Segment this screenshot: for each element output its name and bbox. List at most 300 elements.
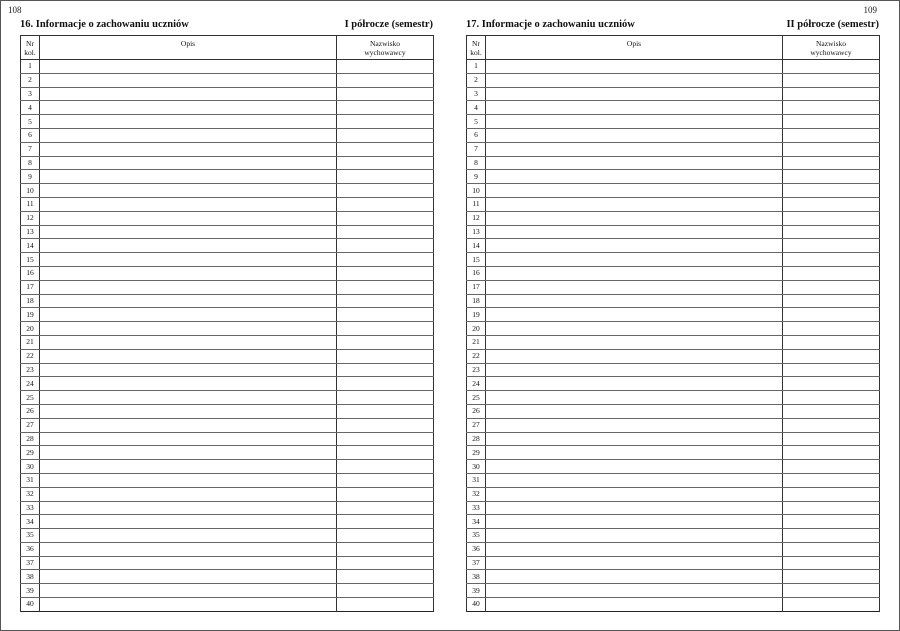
row-number: 25 [21,391,40,405]
row-number: 11 [21,197,40,211]
teacher-name-cell[interactable] [783,349,880,363]
teacher-name-cell[interactable] [337,197,434,211]
teacher-name-cell[interactable] [783,335,880,349]
teacher-name-cell[interactable] [337,584,434,598]
teacher-name-cell[interactable] [783,184,880,198]
teacher-name-cell[interactable] [337,253,434,267]
table-row [21,515,434,529]
table-row [467,211,880,225]
description-cell[interactable] [40,501,337,515]
table-row [21,60,434,74]
table-row [467,501,880,515]
teacher-name-cell[interactable] [337,184,434,198]
table-row [467,253,880,267]
description-cell[interactable] [486,404,783,418]
table-row [21,473,434,487]
table-row [467,225,880,239]
description-cell[interactable] [40,418,337,432]
row-number: 7 [467,142,486,156]
teacher-name-cell[interactable] [783,377,880,391]
description-cell[interactable] [40,460,337,474]
description-cell[interactable] [40,280,337,294]
table-row [21,156,434,170]
description-cell[interactable] [40,253,337,267]
teacher-name-cell[interactable] [783,598,880,612]
table-row [21,280,434,294]
table-row [467,170,880,184]
row-number: 18 [467,294,486,308]
row-number: 30 [467,460,486,474]
header-name-line2: wychowawcy [364,47,406,57]
description-cell[interactable] [486,349,783,363]
table-row [467,598,880,612]
row-number: 1 [467,60,486,74]
table-body [21,60,434,612]
teacher-name-cell[interactable] [783,156,880,170]
row-number: 5 [467,115,486,129]
description-cell[interactable] [486,156,783,170]
description-cell[interactable] [40,598,337,612]
description-cell[interactable] [40,391,337,405]
description-cell[interactable] [486,391,783,405]
teacher-name-cell[interactable] [337,432,434,446]
teacher-name-cell[interactable] [783,253,880,267]
table-row [21,128,434,142]
row-number: 14 [467,239,486,253]
row-number: 7 [21,142,40,156]
teacher-name-cell[interactable] [783,142,880,156]
row-number: 10 [467,184,486,198]
description-cell[interactable] [40,184,337,198]
row-number: 11 [467,197,486,211]
row-number: 13 [467,225,486,239]
description-cell[interactable] [40,349,337,363]
description-cell[interactable] [40,515,337,529]
row-number: 27 [467,418,486,432]
row-number: 15 [467,253,486,267]
row-number: 13 [21,225,40,239]
teacher-name-cell[interactable] [783,363,880,377]
teacher-name-cell[interactable] [783,322,880,336]
teacher-name-cell[interactable] [783,404,880,418]
description-cell[interactable] [40,584,337,598]
teacher-name-cell[interactable] [783,211,880,225]
description-cell[interactable] [486,101,783,115]
page-left [0,0,449,631]
description-cell[interactable] [486,598,783,612]
teacher-name-cell[interactable] [337,101,434,115]
teacher-name-cell[interactable] [337,542,434,556]
behavior-table [466,35,880,612]
table-row [467,197,880,211]
teacher-name-cell[interactable] [783,460,880,474]
description-cell[interactable] [486,501,783,515]
description-cell[interactable] [486,308,783,322]
row-number: 15 [21,253,40,267]
description-cell[interactable] [486,225,783,239]
description-cell[interactable] [486,128,783,142]
row-number: 22 [21,349,40,363]
row-number: 39 [21,584,40,598]
table-row [467,377,880,391]
row-number: 2 [21,73,40,87]
table-row [21,391,434,405]
description-cell[interactable] [40,266,337,280]
teacher-name-cell[interactable] [337,266,434,280]
teacher-name-cell[interactable] [783,294,880,308]
teacher-name-cell[interactable] [337,308,434,322]
table-row [21,335,434,349]
table-body [467,60,880,612]
row-number: 6 [21,128,40,142]
row-number: 21 [467,335,486,349]
teacher-name-cell[interactable] [783,432,880,446]
table-row [21,308,434,322]
row-number: 29 [21,446,40,460]
table-row [467,584,880,598]
row-number: 2 [467,73,486,87]
row-number: 31 [21,473,40,487]
behavior-table [20,35,434,612]
teacher-name-cell[interactable] [337,556,434,570]
header-nr-line2: kol. [470,47,482,57]
row-number: 39 [467,584,486,598]
table-row [21,404,434,418]
row-number: 36 [21,542,40,556]
row-number: 10 [21,184,40,198]
table-row [467,418,880,432]
teacher-name-cell[interactable] [337,349,434,363]
table-row [21,266,434,280]
description-cell[interactable] [486,377,783,391]
table-row [21,556,434,570]
row-number: 36 [467,542,486,556]
teacher-name-cell[interactable] [337,239,434,253]
teacher-name-cell[interactable] [783,446,880,460]
description-cell[interactable] [40,211,337,225]
header-teacher-name [783,36,880,60]
description-cell[interactable] [40,363,337,377]
teacher-name-cell[interactable] [783,418,880,432]
row-number: 37 [467,556,486,570]
row-number: 19 [467,308,486,322]
teacher-name-cell[interactable] [337,335,434,349]
description-cell[interactable] [40,128,337,142]
teacher-name-cell[interactable] [783,87,880,101]
teacher-name-cell[interactable] [783,391,880,405]
table-row [467,266,880,280]
header-teacher-name [337,36,434,60]
description-cell[interactable] [486,473,783,487]
description-cell[interactable] [40,142,337,156]
description-cell[interactable] [486,211,783,225]
header-nr-line2: kol. [24,47,36,57]
table-row [467,239,880,253]
table-row [467,280,880,294]
description-cell[interactable] [40,556,337,570]
row-number: 12 [467,211,486,225]
row-number: 12 [21,211,40,225]
description-cell[interactable] [40,60,337,74]
teacher-name-cell[interactable] [337,142,434,156]
table-row [21,501,434,515]
teacher-name-cell[interactable] [337,115,434,129]
teacher-name-cell[interactable] [783,280,880,294]
description-cell[interactable] [486,446,783,460]
description-cell[interactable] [486,460,783,474]
row-number: 26 [21,404,40,418]
row-number: 40 [21,598,40,612]
teacher-name-cell[interactable] [337,73,434,87]
teacher-name-cell[interactable] [337,391,434,405]
teacher-name-cell[interactable] [783,239,880,253]
table-row [467,542,880,556]
description-cell[interactable] [486,142,783,156]
teacher-name-cell[interactable] [337,598,434,612]
header-nr [467,36,486,60]
table-row [467,128,880,142]
teacher-name-cell[interactable] [337,515,434,529]
description-cell[interactable] [486,322,783,336]
row-number: 32 [21,487,40,501]
teacher-name-cell[interactable] [337,529,434,543]
table-row [21,322,434,336]
description-cell[interactable] [40,473,337,487]
row-number: 37 [21,556,40,570]
description-cell[interactable] [40,432,337,446]
table-row [21,87,434,101]
teacher-name-cell[interactable] [337,60,434,74]
row-number: 26 [467,404,486,418]
teacher-name-cell[interactable] [783,556,880,570]
description-cell[interactable] [40,73,337,87]
table-row [21,170,434,184]
table-row [467,101,880,115]
teacher-name-cell[interactable] [337,280,434,294]
teacher-name-cell[interactable] [783,197,880,211]
table-row [21,432,434,446]
table-row [21,418,434,432]
header-opis: Opis [486,36,783,60]
table-row [467,556,880,570]
teacher-name-cell[interactable] [783,501,880,515]
description-cell[interactable] [486,280,783,294]
description-cell[interactable] [486,294,783,308]
description-cell[interactable] [40,156,337,170]
teacher-name-cell[interactable] [783,266,880,280]
teacher-name-cell[interactable] [783,584,880,598]
row-number: 34 [467,515,486,529]
row-number: 31 [467,473,486,487]
description-cell[interactable] [40,87,337,101]
table-row [21,184,434,198]
teacher-name-cell[interactable] [337,322,434,336]
teacher-name-cell[interactable] [337,487,434,501]
description-cell[interactable] [486,170,783,184]
description-cell[interactable] [40,570,337,584]
description-cell[interactable] [40,294,337,308]
teacher-name-cell[interactable] [337,377,434,391]
row-number: 38 [21,570,40,584]
description-cell[interactable] [486,87,783,101]
description-cell[interactable] [486,432,783,446]
row-number: 9 [467,170,486,184]
teacher-name-cell[interactable] [337,225,434,239]
section-title: 16. Informacje o zachowaniu uczniów [20,19,189,30]
teacher-name-cell[interactable] [337,460,434,474]
table-row [21,446,434,460]
teacher-name-cell[interactable] [337,473,434,487]
row-number: 33 [21,501,40,515]
row-number: 24 [21,377,40,391]
description-cell[interactable] [486,253,783,267]
table-row [21,570,434,584]
description-cell[interactable] [486,363,783,377]
table-row [467,349,880,363]
description-cell[interactable] [486,542,783,556]
description-cell[interactable] [40,239,337,253]
teacher-name-cell[interactable] [783,60,880,74]
row-number: 34 [21,515,40,529]
description-cell[interactable] [40,529,337,543]
teacher-name-cell[interactable] [783,101,880,115]
row-number: 17 [21,280,40,294]
table-row [467,432,880,446]
teacher-name-cell[interactable] [337,501,434,515]
teacher-name-cell[interactable] [337,404,434,418]
table-row [467,60,880,74]
table-row [21,363,434,377]
table-row [467,363,880,377]
teacher-name-cell[interactable] [783,308,880,322]
description-cell[interactable] [40,322,337,336]
row-number: 20 [467,322,486,336]
description-cell[interactable] [40,225,337,239]
description-cell[interactable] [486,515,783,529]
description-cell[interactable] [486,556,783,570]
row-number: 30 [21,460,40,474]
description-cell[interactable] [486,60,783,74]
teacher-name-cell[interactable] [783,473,880,487]
row-number: 17 [467,280,486,294]
teacher-name-cell[interactable] [783,115,880,129]
table-row [21,584,434,598]
table-row [21,239,434,253]
description-cell[interactable] [486,197,783,211]
description-cell[interactable] [40,335,337,349]
description-cell[interactable] [40,542,337,556]
description-cell[interactable] [40,377,337,391]
description-cell[interactable] [486,570,783,584]
table-row [21,377,434,391]
row-number: 4 [467,101,486,115]
teacher-name-cell[interactable] [337,570,434,584]
table-row [467,184,880,198]
description-cell[interactable] [40,115,337,129]
header-nr-line1: Nr [26,38,34,48]
teacher-name-cell[interactable] [783,542,880,556]
description-cell[interactable] [40,404,337,418]
row-number: 1 [21,60,40,74]
table-row [467,529,880,543]
row-number: 24 [467,377,486,391]
teacher-name-cell[interactable] [337,156,434,170]
teacher-name-cell[interactable] [337,128,434,142]
description-cell[interactable] [486,266,783,280]
teacher-name-cell[interactable] [337,87,434,101]
teacher-name-cell[interactable] [783,487,880,501]
description-cell[interactable] [40,101,337,115]
row-number: 33 [467,501,486,515]
description-cell[interactable] [486,73,783,87]
description-cell[interactable] [40,308,337,322]
row-number: 35 [467,529,486,543]
row-number: 16 [467,266,486,280]
table-row [467,142,880,156]
table-row [21,73,434,87]
row-number: 9 [21,170,40,184]
teacher-name-cell[interactable] [337,363,434,377]
table-row [467,87,880,101]
header-nr-line1: Nr [472,38,480,48]
row-number: 6 [467,128,486,142]
table-row [467,115,880,129]
table-row [21,142,434,156]
row-number: 23 [467,363,486,377]
table-row [21,101,434,115]
teacher-name-cell[interactable] [337,211,434,225]
row-number: 22 [467,349,486,363]
description-cell[interactable] [40,446,337,460]
teacher-name-cell[interactable] [783,529,880,543]
row-number: 19 [21,308,40,322]
teacher-name-cell[interactable] [337,446,434,460]
page-number: 108 [8,5,22,15]
description-cell[interactable] [486,239,783,253]
description-cell[interactable] [486,584,783,598]
description-cell[interactable] [486,487,783,501]
description-cell[interactable] [40,197,337,211]
row-number: 5 [21,115,40,129]
row-number: 38 [467,570,486,584]
teacher-name-cell[interactable] [783,128,880,142]
table-row [21,253,434,267]
row-number: 16 [21,266,40,280]
teacher-name-cell[interactable] [337,294,434,308]
table-row [467,391,880,405]
description-cell[interactable] [486,335,783,349]
teacher-name-cell[interactable] [783,515,880,529]
table-row [21,542,434,556]
teacher-name-cell[interactable] [783,73,880,87]
teacher-name-cell[interactable] [783,170,880,184]
table-row [467,460,880,474]
description-cell[interactable] [486,418,783,432]
description-cell[interactable] [486,115,783,129]
description-cell[interactable] [40,170,337,184]
description-cell[interactable] [486,529,783,543]
row-number: 28 [21,432,40,446]
teacher-name-cell[interactable] [783,570,880,584]
table-row [467,294,880,308]
row-number: 29 [467,446,486,460]
teacher-name-cell[interactable] [337,170,434,184]
row-number: 14 [21,239,40,253]
description-cell[interactable] [40,487,337,501]
teacher-name-cell[interactable] [783,225,880,239]
teacher-name-cell[interactable] [337,418,434,432]
description-cell[interactable] [486,184,783,198]
